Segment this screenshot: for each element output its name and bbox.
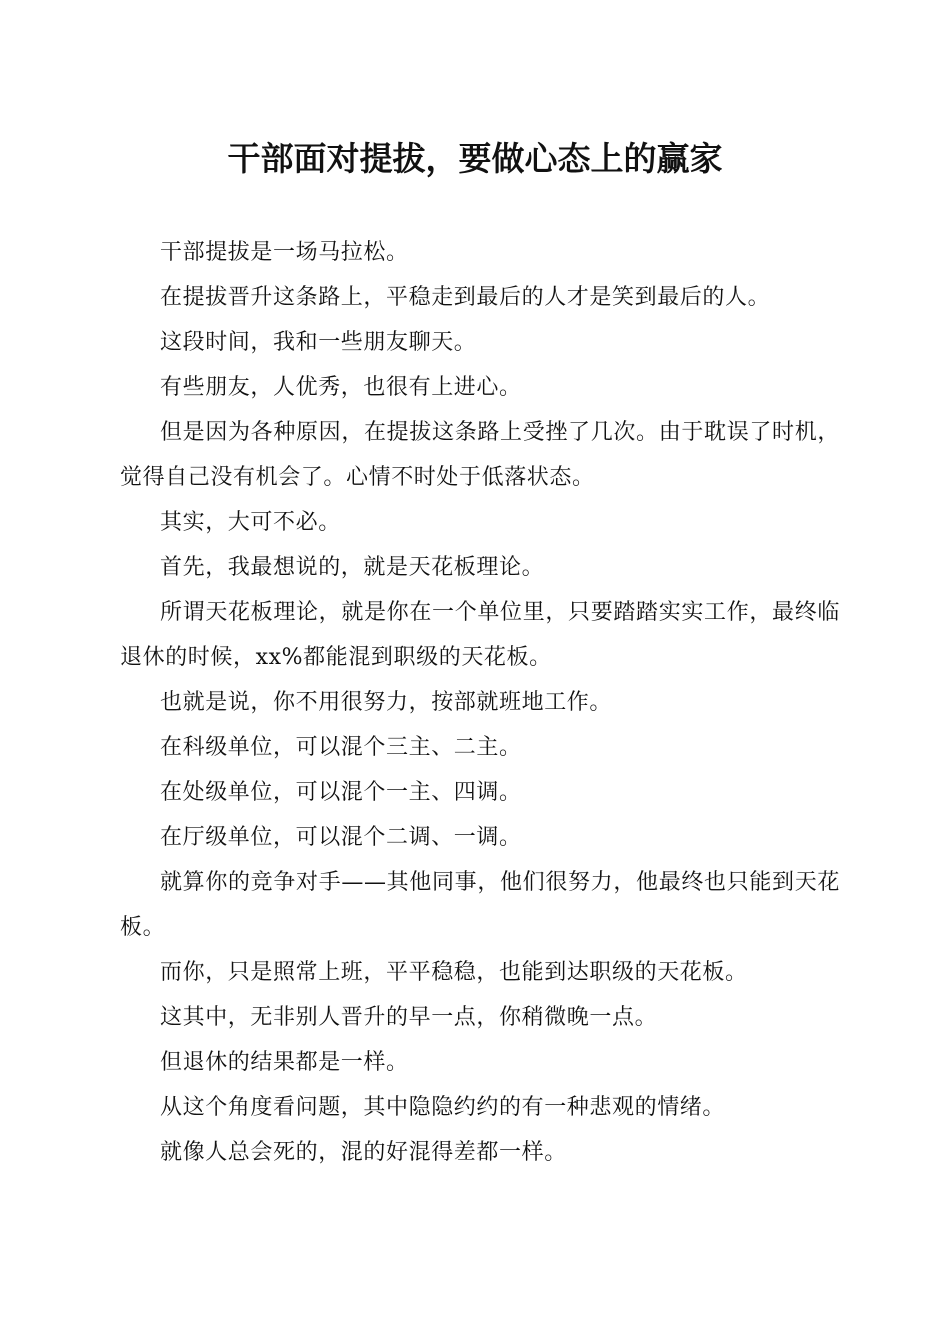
paragraph: 而你，只是照常上班，平平稳稳，也能到达职级的天花板。: [160, 960, 748, 985]
paragraph: 就算你的竞争对手——其他同事，他们很努力，他最终也只能到天花板。: [120, 870, 840, 940]
paragraph: 首先，我最想说的，就是天花板理论。: [160, 555, 545, 580]
paragraph: 这其中，无非别人晋升的早一点，你稍微晚一点。: [160, 1005, 658, 1030]
paragraph: 在厅级单位，可以混个二调、一调。: [160, 825, 522, 850]
paragraph: 也就是说，你不用很努力，按部就班地工作。: [160, 690, 613, 715]
paragraph: 干部提拔是一场马拉松。: [160, 240, 409, 265]
paragraph: 其实，大可不必。: [160, 510, 341, 535]
paragraph: 但退休的结果都是一样。: [160, 1050, 409, 1075]
document-title: 干部面对提拔，要做心态上的赢家: [227, 139, 723, 178]
paragraph: 但是因为各种原因，在提拔这条路上受挫了几次。由于耽误了时机，觉得自己没有机会了。心情不时处于低落状态。: [120, 420, 840, 490]
paragraph: 就像人总会死的，混的好混得差都一样。: [160, 1140, 567, 1165]
paragraph: 在科级单位，可以混个三主、二主。: [160, 735, 522, 760]
paragraph: 在提拔晋升这条路上，平稳走到最后的人才是笑到最后的人。: [160, 285, 771, 310]
document-body: [120, 230, 840, 1175]
paragraph: 从这个角度看问题，其中隐隐约约的有一种悲观的情绪。: [160, 1095, 726, 1120]
paragraph: 这段时间，我和一些朋友聊天。: [160, 330, 477, 355]
paragraph: 在处级单位，可以混个一主、四调。: [160, 780, 522, 805]
paragraph: 所谓天花板理论，就是你在一个单位里，只要踏踏实实工作，最终临退休的时候，xx%都能混到职级的天花板。: [120, 600, 840, 670]
paragraph: 有些朋友，人优秀，也很有上进心。: [160, 375, 522, 400]
